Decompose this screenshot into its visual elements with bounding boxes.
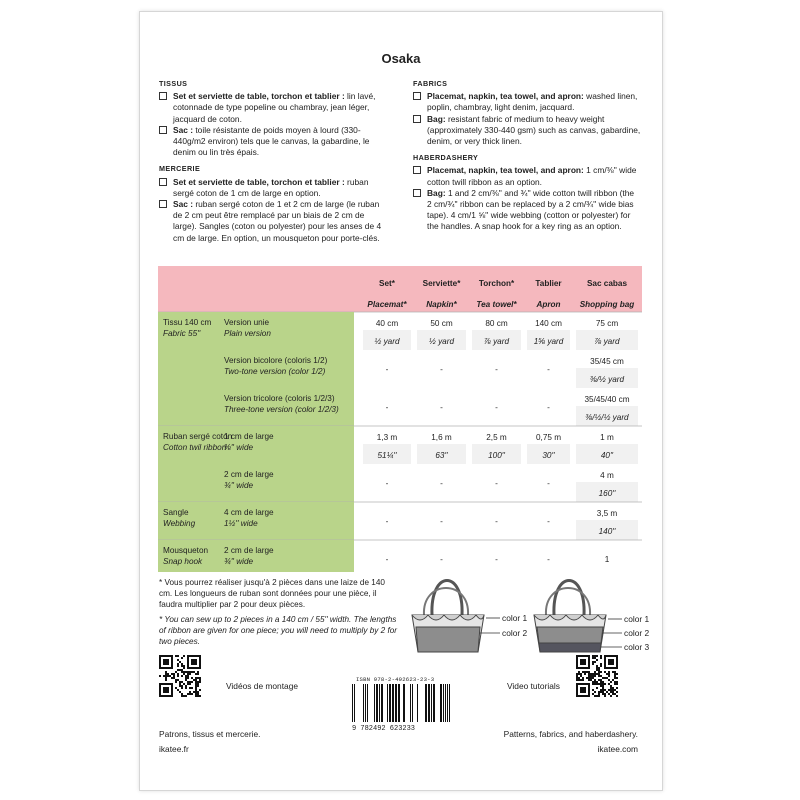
- bag-left-color-1: color 1: [502, 613, 528, 623]
- checkbox-icon: [159, 126, 167, 134]
- group-label-en: Webbing: [163, 519, 196, 528]
- column-header-en: Apron: [536, 300, 561, 309]
- column-header-en: Shopping bag: [579, 300, 635, 309]
- bag-right-color-1: color 1: [624, 614, 650, 624]
- bag-two-tone-illustration: [412, 581, 527, 653]
- row-label-fr: 2 cm de large: [224, 546, 274, 555]
- bag-three-tone-illustration: [534, 581, 649, 653]
- list-item: Sac : ruban sergé coton de 1 et 2 cm de large (le ruban de 2 cm peut être remplacé par un biais de 2 cm de large). Sangles (coton ou polyester) pour les anses de 4 cm de large. En option, un mousqueton pour porte-clés.: [159, 199, 387, 244]
- isbn-text: ISBN 978-2-492623-23-3: [356, 676, 435, 683]
- row-label-fr: Version bicolore (coloris 1/2): [224, 356, 328, 365]
- value-cell-imperial: ⅜/½/½ yard: [585, 413, 629, 422]
- fabrics-heading: FABRICS: [413, 79, 448, 88]
- barcode-digits: 9 782492 623233: [352, 725, 416, 733]
- row-label-fr: 2 cm de large: [224, 470, 274, 479]
- row-label-en: ¾'' wide: [224, 481, 254, 490]
- column-header-fr: Serviette*: [422, 279, 461, 288]
- list-item: Bag: 1 and 2 cm/⅜'' and ¾'' wide cotton twill ribbon (the 2 cm/¾'' ribbon can be replaced by a 2 cm/¾'' wide bias tape). 4 cm/1 ⅝'' wide webbing (cotton or polyester) for the handles. A snap hook for a key ring as an option.: [413, 188, 641, 233]
- value-cell: -: [547, 517, 550, 526]
- value-cell: 0,75 m: [535, 433, 562, 442]
- column-header-fr: Tablier: [535, 279, 562, 288]
- value-cell: -: [495, 517, 498, 526]
- row-label-en: 1½'' wide: [224, 519, 258, 528]
- value-cell: -: [440, 517, 443, 526]
- column-header-en: Tea towel*: [476, 300, 517, 309]
- tissus-heading: TISSUS: [159, 79, 188, 88]
- bag-left-color-2: color 2: [502, 628, 528, 638]
- value-cell: -: [547, 479, 550, 488]
- row-label-fr: Version unie: [224, 318, 270, 327]
- footer-en: [504, 727, 638, 757]
- value-cell: 1,3 m: [376, 433, 398, 442]
- column-header-fr: Set*: [379, 279, 395, 288]
- videos-en-label: Video tutorials: [507, 681, 560, 691]
- value-cell: 35/45 cm: [590, 357, 624, 366]
- value-cell: 4 m: [600, 471, 614, 480]
- value-cell: 1,6 m: [431, 433, 452, 442]
- checkbox-icon: [413, 166, 421, 174]
- value-cell: -: [440, 403, 443, 412]
- value-cell: 140 cm: [535, 319, 562, 328]
- value-cell: 35/45/40 cm: [584, 395, 630, 404]
- column-header-fr: Torchon*: [478, 279, 515, 288]
- value-cell-imperial: ⅞ yard: [594, 337, 620, 346]
- value-cell-imperial: 1⅝ yard: [533, 337, 564, 346]
- website-fr-link[interactable]: ikatee.fr: [159, 744, 189, 754]
- value-cell: -: [385, 555, 389, 564]
- value-cell: -: [547, 403, 550, 412]
- list-item: Placemat, napkin, tea towel, and apron: washed linen, poplin, chambray, light denim, jacquard.: [413, 91, 641, 113]
- value-cell: -: [440, 479, 443, 488]
- value-cell-imperial: ⅜/½ yard: [589, 375, 625, 384]
- group-label-fr: Sangle: [163, 508, 189, 517]
- tagline-fr: Patrons, tissus et mercerie.: [159, 729, 261, 739]
- value-cell: -: [385, 365, 389, 374]
- value-cell-imperial: ⅞ yard: [483, 337, 510, 346]
- french-column: [159, 78, 387, 249]
- checkbox-icon: [159, 178, 167, 186]
- group-label-en: Fabric 55'': [163, 329, 201, 338]
- column-header-fr: Sac cabas: [586, 279, 628, 288]
- bag-right-color-3: color 3: [624, 642, 650, 652]
- yardage-table: [158, 266, 642, 572]
- value-cell: -: [440, 555, 443, 564]
- value-cell: -: [385, 403, 389, 412]
- list-item: Set et serviette de table, torchon et tablier : ruban sergé coton de 1 cm de large en option.: [159, 177, 387, 199]
- checkbox-icon: [413, 189, 421, 197]
- row-label-en: Plain version: [224, 329, 271, 338]
- footer-fr: [159, 727, 260, 757]
- value-cell: -: [495, 555, 498, 564]
- value-cell-imperial: 40'': [600, 451, 614, 460]
- haberdashery-list: [413, 165, 641, 232]
- row-label-en: ⅜'' wide: [224, 443, 254, 452]
- pattern-back-cover: [139, 11, 663, 791]
- website-en-link[interactable]: ikatee.com: [597, 744, 638, 754]
- page-title: Osaka: [381, 51, 421, 66]
- bag-illustrations: [404, 567, 654, 659]
- list-item: Placemat, napkin, tea towel, and apron: 1 cm/⅜'' wide cotton twill ribbon as an option.: [413, 165, 641, 187]
- row-label-fr: 4 cm de large: [224, 508, 274, 517]
- column-header-en: Placemat*: [367, 300, 407, 309]
- list-item: Set et serviette de table, torchon et tablier : lin lavé, cotonnade de type popeline ou chambray, jean léger, jacquard de coton.: [159, 91, 387, 125]
- list-item: Bag: resistant fabric of medium to heavy weight (approximately 330-440 gsm) such as canvas, gabardine, denim, or very thick linen.: [413, 114, 641, 148]
- value-cell: 75 cm: [595, 319, 619, 328]
- row-label-fr: Version tricolore (coloris 1/2/3): [224, 394, 335, 403]
- value-cell: -: [495, 479, 498, 488]
- value-cell: 40 cm: [375, 319, 399, 328]
- tagline-en: Patterns, fabrics, and haberdashery.: [503, 729, 638, 739]
- group-label-fr: Mousqueton: [163, 546, 209, 555]
- group-label-cell: [158, 540, 354, 572]
- value-cell: -: [547, 555, 550, 564]
- value-cell: -: [547, 365, 550, 374]
- checkbox-icon: [413, 92, 421, 100]
- value-cell: 80 cm: [485, 319, 508, 328]
- qr-code-fr-icon: [159, 655, 201, 697]
- note-fr: * Vous pourrez réaliser jusqu'à 2 pièces dans une laize de 140 cm. Les longueurs de ruban sont données pour une pièce, il faudra multiplier par 2 pour deux pièces.: [159, 578, 385, 609]
- column-header-en: Napkin*: [426, 300, 457, 309]
- value-cell-imperial: 100'': [488, 451, 505, 460]
- group-label-en: Snap hook: [163, 557, 203, 566]
- value-cell: -: [440, 365, 443, 374]
- value-cell-imperial: 160'': [598, 489, 616, 498]
- value-cell-imperial: 140'': [598, 527, 616, 536]
- mercerie-heading: MERCERIE: [159, 164, 201, 174]
- english-column: [413, 78, 641, 238]
- group-label-fr: Tissu 140 cm: [163, 318, 212, 327]
- fabrics-list: [413, 91, 641, 147]
- value-cell: 2,5 m: [486, 433, 507, 442]
- value-cell-imperial: 51¼'': [377, 451, 397, 460]
- row-label-en: Three-tone version (color 1/2/3): [224, 405, 339, 414]
- value-cell-imperial: ½ yard: [428, 337, 455, 346]
- checkbox-icon: [413, 115, 421, 123]
- checkbox-icon: [159, 92, 167, 100]
- value-cell: -: [385, 517, 389, 526]
- tissus-list: [159, 91, 387, 158]
- row-label-en: Two-tone version (color 1/2): [224, 367, 326, 376]
- value-cell: -: [385, 479, 389, 488]
- checkbox-icon: [159, 200, 167, 208]
- bag-right-color-2: color 2: [624, 628, 650, 638]
- value-cell-imperial: 30'': [542, 451, 555, 460]
- value-cell: 1: [604, 555, 610, 564]
- value-cell-imperial: ½ yard: [374, 337, 400, 346]
- qr-code-en-icon: [576, 655, 618, 697]
- group-label-fr: Ruban sergé coton: [163, 432, 233, 441]
- row-label-en: ¾'' wide: [224, 557, 254, 566]
- value-cell: -: [495, 365, 498, 374]
- group-label-en: Cotton twil ribbon: [163, 443, 227, 452]
- notes: [159, 577, 399, 647]
- videos-fr-label: Vidéos de montage: [226, 681, 299, 691]
- note-en: * You can sew up to 2 pieces in a 140 cm / 55'' width. The lengths of ribbon are given for one piece; you will need to multiply by 2 for two pieces.: [159, 615, 398, 646]
- list-item: Sac : toile résistante de poids moyen à lourd (330-440g/m2 environ) tels que le canvas, la gabardine, le denim ou lin très épais.: [159, 125, 387, 159]
- haberdashery-heading: HABERDASHERY: [413, 153, 479, 163]
- row-label-fr: 1 cm de large: [224, 432, 274, 441]
- value-cell: 3,5 m: [596, 509, 618, 518]
- mercerie-list: [159, 177, 387, 244]
- value-cell: -: [495, 403, 498, 412]
- value-cell: 50 cm: [430, 319, 453, 328]
- value-cell-imperial: 63'': [435, 451, 448, 460]
- barcode-icon: [350, 684, 454, 724]
- value-cell: 1 m: [600, 433, 614, 442]
